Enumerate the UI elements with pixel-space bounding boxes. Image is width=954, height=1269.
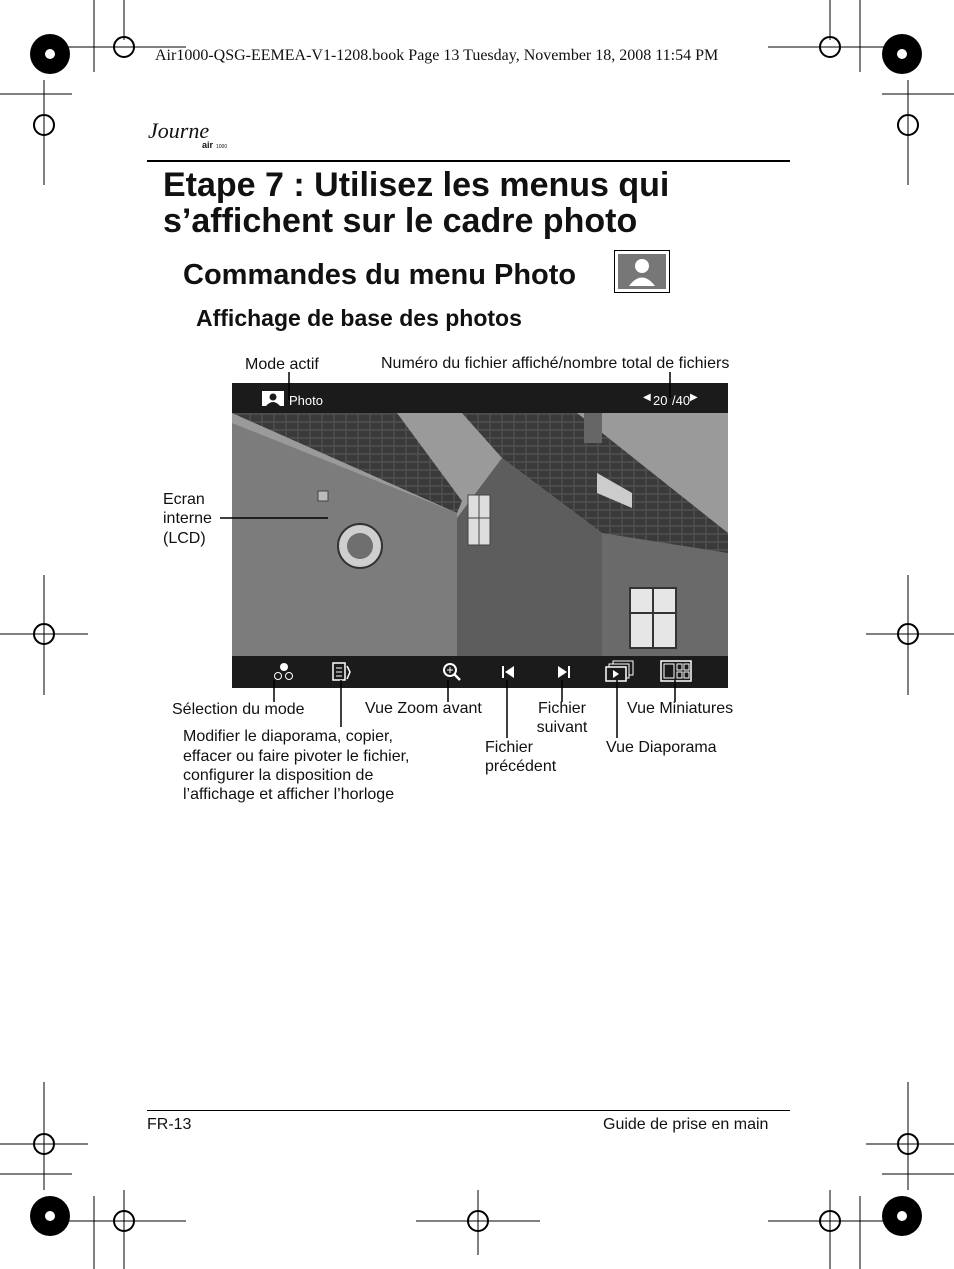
logo-script: Journe [148,118,210,143]
callout-slideshow: Vue Diaporama [606,739,717,756]
prev-arrow-icon: ◀ [643,392,651,403]
mode-label: Photo [289,393,323,408]
counter-current: 20 [653,393,668,408]
counter-total: /40 [672,393,691,408]
section-title: Commandes du menu Photo [183,259,577,291]
next-arrow-icon: ▶ [690,392,698,403]
logo-tiny: 1000 [216,144,228,150]
page-title: Etape 7 : Utilisez les menus qui s’affichent sur le cadre photo [163,166,670,240]
footer-rule [147,1110,790,1111]
callout-modify-1: Modifier le diaporama, copier, [183,728,393,745]
callout-mode-select: Sélection du mode [172,701,305,718]
callout-mode-actif: Mode actif [245,356,319,373]
callout-lcd-2: interne [163,510,212,527]
callout-zoom: Vue Zoom avant [365,700,482,717]
callout-modify-4: l’affichage et afficher l’horloge [183,786,395,803]
callout-lcd-1: Ecran [163,491,205,508]
callout-prev-2: précédent [485,758,557,775]
footer-guide-title: Guide de prise en main [603,1116,769,1133]
callout-next-2: suivant [536,719,588,736]
subsection-title: Affichage de base des photos [196,305,522,331]
page-number: FR-13 [147,1116,192,1133]
callout-thumbnails: Vue Miniatures [627,700,734,717]
callout-modify-3: configurer la disposition de [183,767,374,784]
callout-prev-1: Fichier [485,739,534,756]
logo-sub: air [202,140,214,150]
print-header: Air1000-QSG-EEMEA-V1-1208.book Page 13 Tuesday, November 18, 2008 11:54 PM [155,47,719,64]
callout-modify-2: effacer ou faire pivoter le fichier, [183,748,410,765]
callout-file-number: Numéro du fichier affiché/nombre total de fichiers [381,355,730,372]
callout-lcd-3: (LCD) [163,530,206,547]
callout-next-1: Fichier [537,700,586,717]
